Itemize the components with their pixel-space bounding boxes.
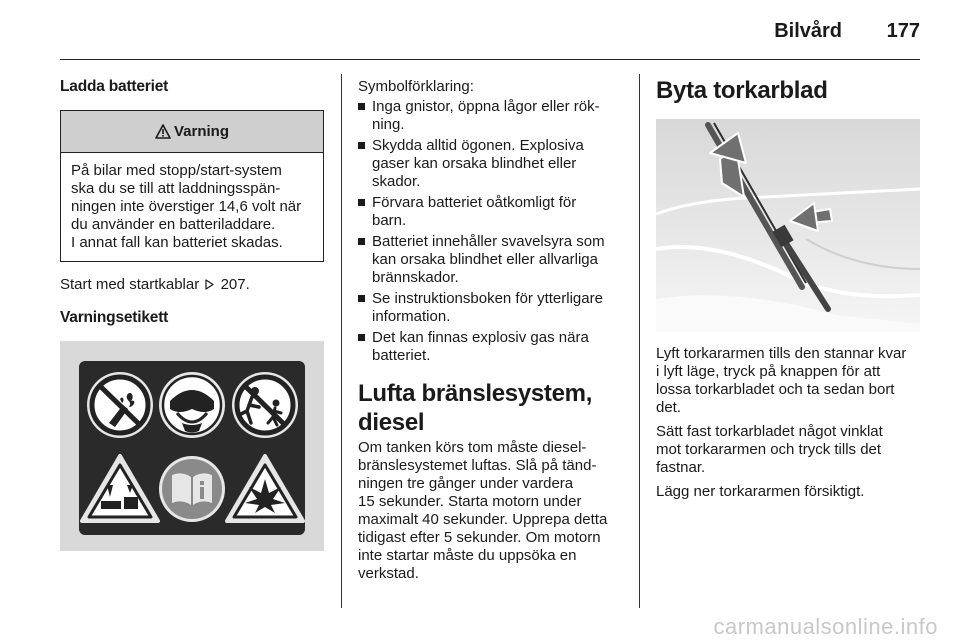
text-line: maximalt 40 sekunder. Upprepa detta xyxy=(358,511,608,528)
explosive-gas-icon xyxy=(227,456,303,521)
text-line: Lyft torkararmen tills den stannar kvar xyxy=(656,345,907,362)
list-line: Skydda alltid ögonen. Explosiva xyxy=(372,137,584,154)
column-3 xyxy=(656,72,920,501)
text-line: det. xyxy=(656,399,682,416)
text-line: Om tanken körs tom måste diesel- xyxy=(358,439,587,456)
wiper-instructions-p2 xyxy=(656,423,920,477)
bleed-fuel-paragraph xyxy=(358,439,624,583)
wiper-blade-illustration xyxy=(656,119,920,332)
bullet-icon xyxy=(358,199,365,206)
list-line: Inga gnistor, öppna lågor eller rök- xyxy=(372,98,600,115)
wiper-instructions-p3: Lägg ner torkararmen försiktigt. xyxy=(656,483,865,500)
section-title: Bilvård xyxy=(774,20,842,42)
list-item xyxy=(358,137,624,191)
bullet-icon xyxy=(358,334,365,341)
text-line: inte startar måste du uppsöka en xyxy=(358,547,577,564)
warning-line: I annat fall kan batteriet skadas. xyxy=(71,234,283,251)
jump-start-page[interactable]: 207. xyxy=(220,276,250,293)
jump-start-text: Start med startkablar xyxy=(60,276,200,293)
list-line: Det kan finnas explosiv gas nära xyxy=(372,329,589,346)
read-manual-icon xyxy=(159,456,225,522)
text-line: tidigast efter 5 sekunder. Om motorn xyxy=(358,529,601,546)
list-item xyxy=(358,233,624,287)
page-header xyxy=(60,0,920,60)
list-line: brännskador. xyxy=(372,269,459,286)
warning-body xyxy=(61,153,323,261)
keep-away-from-children-icon xyxy=(232,372,298,438)
warning-symbols-panel xyxy=(79,361,305,535)
text-line: fastnar. xyxy=(656,459,706,476)
heading-replace-wiper-blade: Byta torkarblad xyxy=(656,77,828,104)
symbol-legend-title: Symbolförklaring: xyxy=(358,78,474,95)
list-item xyxy=(358,290,624,326)
eye-protection-icon xyxy=(159,372,225,438)
page-reference-arrow-icon xyxy=(205,279,214,290)
warning-triangle-icon xyxy=(155,124,171,140)
column-1 xyxy=(60,72,324,551)
list-line: information. xyxy=(372,308,451,325)
list-item xyxy=(358,329,624,365)
bullet-icon xyxy=(358,142,365,149)
warning-box xyxy=(60,110,324,262)
symbol-legend-list xyxy=(358,98,624,365)
list-line: Batteriet innehåller svavelsyra som xyxy=(372,233,605,250)
heading-line: Lufta bränslesystem, xyxy=(358,380,593,407)
bullet-icon xyxy=(358,295,365,302)
list-line: barn. xyxy=(372,212,407,229)
warning-title: Varning xyxy=(173,123,229,140)
warning-header xyxy=(61,111,323,153)
heading-warning-label: Varningsetikett xyxy=(60,309,169,326)
list-item xyxy=(358,98,624,134)
warning-line: ska du se till att laddningsspän- xyxy=(71,180,281,197)
column-2 xyxy=(358,72,624,583)
wiper-instructions-p1 xyxy=(656,345,920,417)
text-line: ningen tre gånger under vardera xyxy=(358,475,574,492)
list-line: skador. xyxy=(372,173,421,190)
watermark: carmanualsonline.info xyxy=(713,614,938,639)
list-line: kan orsaka blindhet eller allvarliga xyxy=(372,251,598,268)
corrosive-acid-icon xyxy=(82,456,158,521)
page-number: 177 xyxy=(886,20,920,42)
text-line: bränslesystemet luftas. Slå på tänd- xyxy=(358,457,597,474)
heading-line: diesel xyxy=(358,409,425,436)
text-line: Sätt fast torkarbladet något vinklat xyxy=(656,423,883,440)
text-line: verkstad. xyxy=(358,565,419,582)
list-line: Förvara batteriet oåtkomligt för xyxy=(372,194,577,211)
column-divider-2 xyxy=(639,74,640,608)
text-line: mot torkararmen och tryck tills det xyxy=(656,441,882,458)
warning-line: ningen inte överstiger 14,6 volt när xyxy=(71,198,302,215)
text-line: lossa torkarbladet och ta sedan bort xyxy=(656,381,895,398)
warning-line: du använder en batteriladdare. xyxy=(71,216,276,233)
bullet-icon xyxy=(358,103,365,110)
no-open-flame-icon xyxy=(87,372,153,438)
list-item xyxy=(358,194,624,230)
column-divider-1 xyxy=(341,74,342,608)
list-line: Se instruktionsboken för ytterligare xyxy=(372,290,603,307)
text-line: 15 sekunder. Starta motorn under xyxy=(358,493,582,510)
jump-start-reference xyxy=(60,276,324,294)
heading-charge-battery: Ladda batteriet xyxy=(60,78,169,95)
warning-line: På bilar med stopp/start-system xyxy=(71,162,282,179)
text-line: i lyft läge, tryck på knappen för att xyxy=(656,363,881,380)
heading-bleed-fuel-system xyxy=(358,379,624,437)
list-line: ning. xyxy=(372,116,405,133)
list-line: batteriet. xyxy=(372,347,431,364)
bullet-icon xyxy=(358,238,365,245)
battery-warning-label-image xyxy=(60,341,324,551)
list-line: gaser kan orsaka blindhet eller xyxy=(372,155,577,172)
